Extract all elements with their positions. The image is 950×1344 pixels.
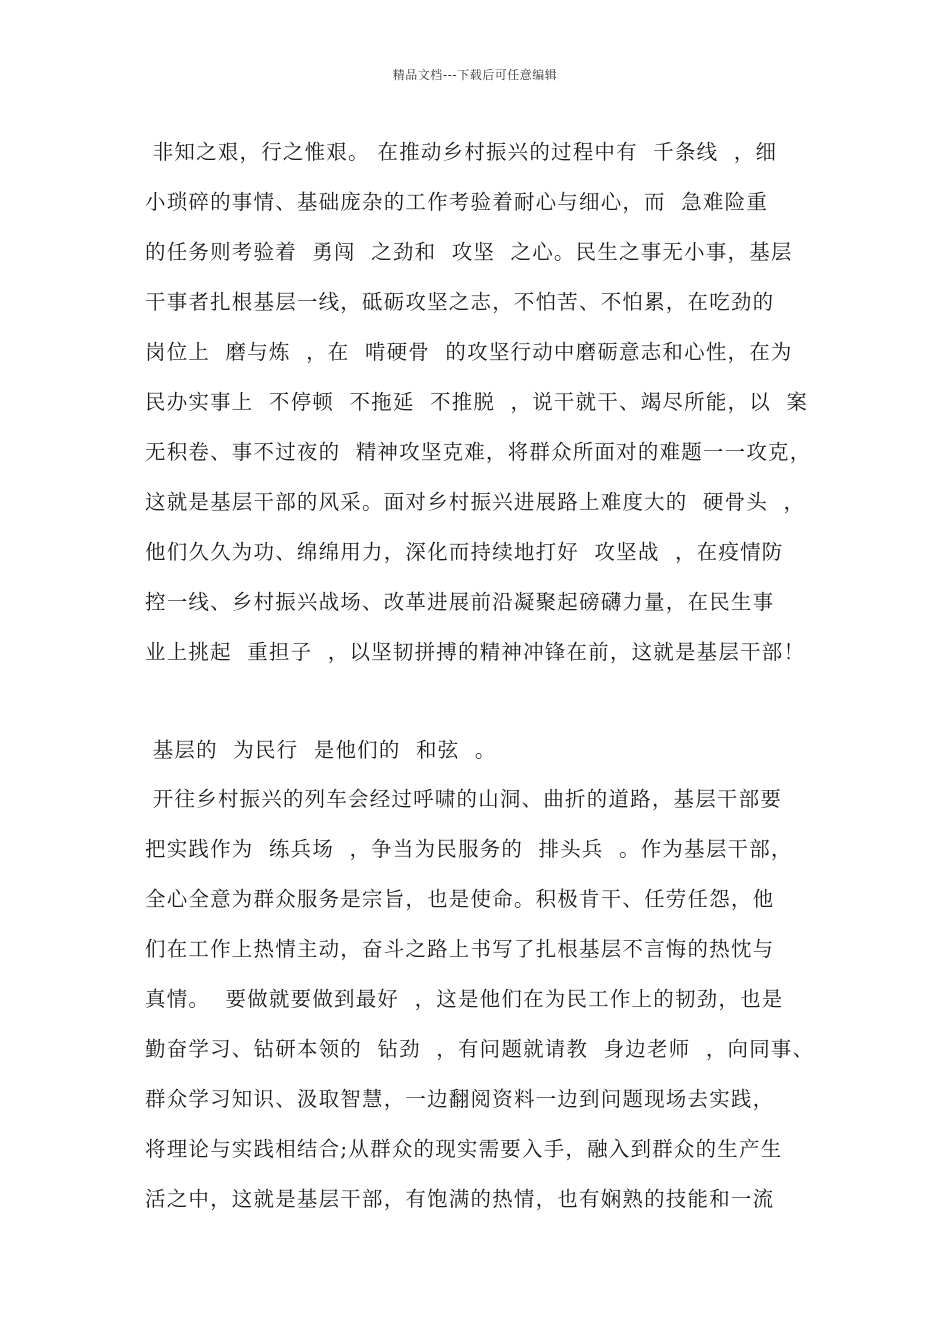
text-line: 们在工作上热情主动，奋斗之路上书写了扎根基层不言悔的热忱与 (145, 937, 775, 961)
text-line: 活之中，这就是基层干部，有饱满的热情，也有娴熟的技能和一流 (145, 1187, 775, 1211)
text-line: 他们久久为功、绵绵用力，深化而持续地打好 攻坚战 ，在疫情防 (145, 540, 784, 564)
text-line: 开往乡村振兴的列车会经过呼啸的山洞、曲折的道路，基层干部要 (145, 787, 783, 811)
text-line: 群众学习知识、汲取智慧，一边翻阅资料一边到问题现场去实践， (145, 1087, 775, 1111)
text-line: 将理论与实践相结合;从群众的现实需要入手，融入到群众的生产生 (145, 1137, 783, 1161)
text-line: 的任务则考验着 勇闯 之劲和 攻坚 之心。民生之事无小事，基层 (145, 240, 793, 264)
text-line: 把实践作为 练兵场 ，争当为民服务的 排头兵 。作为基层干部， (145, 837, 793, 861)
section-heading: 基层的 为民行 是他们的 和弦 。 (145, 738, 497, 762)
text-line: 干事者扎根基层一线，砥砺攻坚之志，不怕苦、不怕累，在吃劲的 (145, 290, 775, 314)
page-header: 精品文档---下载后可任意编辑 (392, 68, 558, 82)
text-line: 勤奋学习、钻研本领的 钻劲 ，有问题就请教 身边老师 ，向同事、 (145, 1037, 815, 1061)
text-line: 无积卷、事不过夜的 精神攻坚克难，将群众所面对的难题一一攻克， (145, 440, 812, 464)
text-line: 民办实事上 不停顿 不拖延 不推脱 ，说干就干、竭尽所能，以 案 (145, 390, 809, 414)
text-line: 全心全意为群众服务是宗旨，也是使命。积极肯干、任劳任怨，他 (145, 887, 775, 911)
text-line: 岗位上 磨与炼 ，在 啃硬骨 的攻坚行动中磨砺意志和心性，在为 (145, 340, 793, 364)
text-line: 业上挑起 重担子 ，以坚韧拼搏的精神冲锋在前，这就是基层干部！ (145, 640, 806, 664)
text-line: 非知之艰，行之惟艰。 在推动乡村振兴的过程中有 千条线 ，细 (145, 140, 778, 164)
text-line: 控一线、乡村振兴战场、改革进展前沿凝聚起磅礴力量，在民生事 (145, 590, 775, 614)
text-line: 真情。 要做就要做到最好 ，这是他们在为民工作上的韧劲，也是 (145, 987, 784, 1011)
text-line: 这就是基层干部的风采。面对乡村振兴进展路上难度大的 硬骨头 ， (145, 490, 806, 514)
text-line: 小琐碎的事情、基础庞杂的工作考验着耐心与细心，而 急难险重 (145, 190, 769, 214)
